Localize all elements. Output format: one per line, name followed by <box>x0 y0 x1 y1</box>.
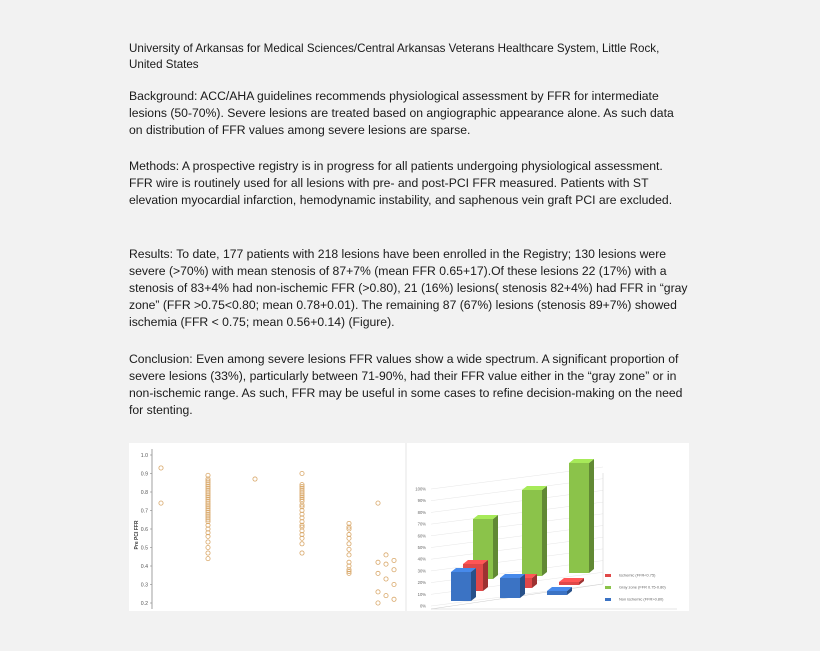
scatter-point <box>206 540 210 544</box>
scatter-point <box>376 601 380 605</box>
scatter-point <box>206 551 210 555</box>
y-tick-label: 40% <box>417 556 426 562</box>
y-tick-label: 10% <box>417 591 426 597</box>
y-tick-label: 0.9 <box>140 471 148 478</box>
scatter-point <box>347 542 351 546</box>
y-tick-label: 1.0 <box>140 453 148 459</box>
scatter-point <box>159 501 163 505</box>
bar-ischemic <box>559 578 584 585</box>
bar-non-ischemic <box>500 574 525 598</box>
ffr-3d-bar-figure <box>407 443 689 611</box>
results-paragraph: Results: To date, 177 patients with 218 lesions have been enrolled in the Registry; 130 lesions were severe (>70%) with mean stenosis of 87+7% (mean FFR 0.65+17).Of these lesions 22 (17%) with a stenosis of 83+4% had non-ischemic FFR (>0.80), 21 (16%) lesions( stenosis 82+4%) had FFR in “gray zone” (FFR >0.75<0.80; mean 0.78+0.01). The remaining 87 (67%) lesions (stenosis 89+7%) showed ischemia (FFR < 0.75; mean 0.56+0.14) (Figure). <box>129 247 688 329</box>
scatter-point <box>376 590 380 594</box>
scatter-point <box>392 597 396 601</box>
scatter-point <box>376 571 380 575</box>
scatter-point <box>206 545 210 549</box>
legend-label: Ischemic (FFR<0.75) <box>619 572 656 578</box>
y-tick-label: 0.8 <box>140 490 148 496</box>
scatter-point <box>253 477 257 481</box>
y-tick-label: 0.7 <box>140 508 148 515</box>
y-tick-label: 20% <box>417 580 426 586</box>
legend-label: Gray zone (FFR 0.75-0.80) <box>619 584 666 590</box>
scatter-point <box>206 557 210 561</box>
scatter-point <box>384 562 388 566</box>
legend-swatch <box>605 574 611 577</box>
conclusion-paragraph: Conclusion: Even among severe lesions FFR values show a wide spectrum. A significant proportion of severe lesions (33%), particularly between 71-90%, had their FFR value either in the “gray zone” or in non-ischemic range. As such, FFR may be useful in some cases to refine decision-making on the need for stenting. <box>129 352 683 417</box>
scatter-point <box>159 466 163 470</box>
scatter-point <box>300 471 304 475</box>
y-tick-label: 70% <box>417 521 426 527</box>
y-axis-label: Pre PCI FFR <box>134 520 140 550</box>
scatter-point <box>376 560 380 564</box>
legend-swatch <box>605 598 611 601</box>
y-tick-label: 50% <box>417 545 426 550</box>
legend-swatch <box>605 586 611 589</box>
y-tick-label: 0.4 <box>140 564 148 570</box>
legend-label: Non ischemic (FFR>0.80) <box>619 596 664 602</box>
y-tick-label: 0.6 <box>140 527 148 533</box>
background-paragraph: Background: ACC/AHA guidelines recommends physiological assessment by FFR for intermediate lesions (50-70%). Severe lesions are treated based on angiographic appearance alone. As such data on distribution of FFR values among severe lesions are sparse. <box>129 89 674 137</box>
scatter-point <box>392 568 396 572</box>
bar-non-ischemic <box>451 568 476 601</box>
y-tick-label: 0.2 <box>140 601 148 607</box>
y-tick-label: 0.3 <box>140 582 148 589</box>
scatter-point <box>384 594 388 598</box>
y-tick-label: 90% <box>417 498 426 504</box>
ffr-scatter-chart <box>129 443 405 611</box>
scatter-point <box>384 577 388 581</box>
ffr-scatter-figure <box>129 443 405 611</box>
scatter-point <box>300 551 304 555</box>
scatter-point <box>347 553 351 557</box>
scatter-point <box>300 542 304 546</box>
scatter-point <box>392 558 396 562</box>
scatter-point <box>392 582 396 586</box>
bar-gray-zone <box>569 459 594 573</box>
scatter-point <box>347 547 351 551</box>
ffr-3d-bar-chart <box>407 443 689 611</box>
y-tick-label: 60% <box>417 533 426 539</box>
y-tick-label: 30% <box>417 568 426 574</box>
bar-non-ischemic <box>547 587 572 595</box>
y-tick-label: 0% <box>419 603 426 609</box>
methods-paragraph: Methods: A prospective registry is in progress for all patients undergoing physiological assessment. FFR wire is routinely used for all lesions with pre- and post-PCI FFR measured. Patients with ST elevation myocardial infarction, hemodynamic instability, and saphenous vein graft PCI are excluded. <box>129 159 673 207</box>
affiliation: University of Arkansas for Medical Sciences/Central Arkansas Veterans Healthcare System, Little Rock, United States <box>129 42 660 71</box>
y-tick-label: 0.5 <box>140 545 148 552</box>
scatter-point <box>376 501 380 505</box>
scatter-point <box>384 553 388 557</box>
bar-gray-zone <box>522 486 547 576</box>
y-tick-label: 80% <box>417 509 426 515</box>
y-tick-label: 100% <box>415 486 426 492</box>
